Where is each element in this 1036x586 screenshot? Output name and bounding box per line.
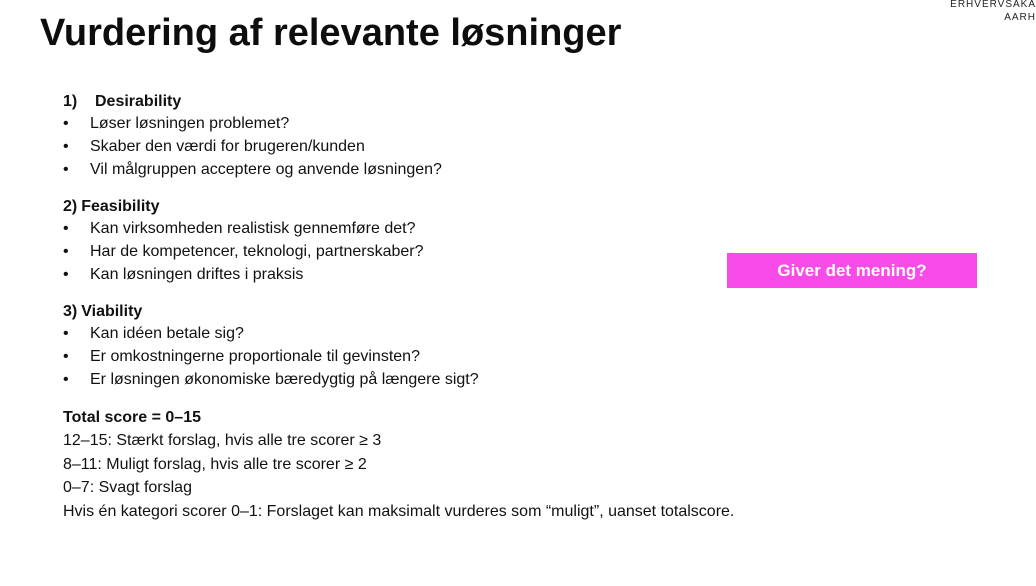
bullet-list	[63, 112, 963, 181]
score-line: Hvis én kategori scorer 0–1: Forslaget kan maksimalt vurderes som “muligt”, uanset totalscore.	[63, 502, 735, 520]
bullet-item: • Er løsningen økonomiske bæredygtig på længere sigt?	[63, 368, 963, 391]
bullet-item: • Løser løsningen problemet?	[63, 112, 963, 135]
section-number: 1)	[63, 93, 78, 110]
callout-label: Giver det mening?	[777, 260, 927, 280]
bullet-item: • Skaber den værdi for brugeren/kunden	[63, 135, 963, 158]
section-title: Viability	[81, 303, 143, 320]
logo-line-1: ERHVERVSAKA	[950, 0, 1036, 10]
section-viability	[63, 302, 963, 391]
brand-logo	[950, 0, 1036, 24]
bullet-item: • Er omkostningerne proportionale til gevinsten?	[63, 345, 963, 368]
score-line: 12–15: Stærkt forslag, hvis alle tre scorer ≥ 3	[63, 432, 382, 449]
section-heading	[63, 197, 963, 217]
score-block	[63, 407, 963, 523]
score-heading: Total score = 0–15	[63, 409, 201, 426]
section-title: Feasibility	[81, 198, 160, 215]
score-line: 0–7: Svagt forslag	[63, 479, 192, 496]
section-number: 3)	[63, 303, 78, 320]
section-heading	[63, 302, 963, 322]
callout-box	[727, 253, 977, 288]
section-heading	[63, 92, 963, 112]
score-line: 8–11: Muligt forslag, hvis alle tre scorer ≥ 2	[63, 455, 367, 473]
logo-line-2: AARH	[1004, 12, 1036, 23]
bullet-item: • Kan idéen betale sig?	[63, 322, 963, 345]
slide-content	[63, 92, 963, 523]
section-title: Desirability	[95, 93, 182, 110]
section-number: 2)	[63, 198, 78, 215]
bullet-item: • Kan virksomheden realistisk gennemføre det?	[63, 217, 963, 240]
bullet-item: • Kan løsningen driftes i praksis	[63, 263, 963, 286]
section-desirability	[63, 92, 963, 181]
bullet-item: • Har de kompetencer, teknologi, partnerskaber?	[63, 240, 963, 263]
bullet-item: • Vil målgruppen acceptere og anvende løsningen?	[63, 158, 963, 181]
bullet-list	[63, 322, 963, 391]
slide-title: Vurdering af relevante løsninger	[40, 12, 622, 54]
